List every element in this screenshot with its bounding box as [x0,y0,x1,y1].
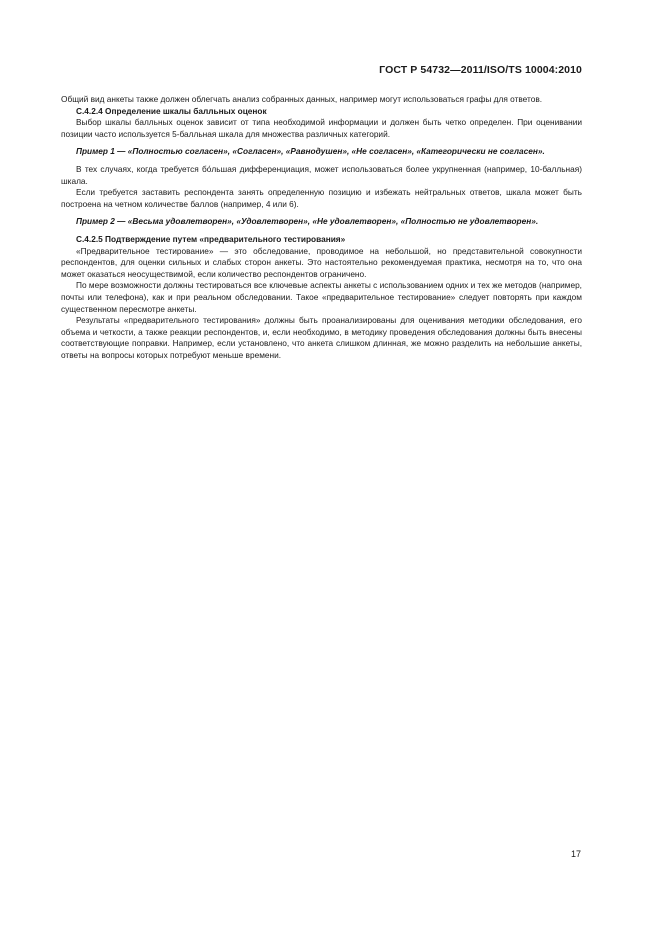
example-2: Пример 2 — «Весьма удовлетворен», «Удовлетворен», «Не удовлетворен», «Полностью не удовлетворен». [76,216,539,227]
section-heading-c425: С.4.2.5 Подтверждение путем «предварительного тестирования» [76,233,346,244]
paragraph-scale-differentiation: В тех случаях, когда требуется бо́льшая дифференциация, может использоваться более укрупненная (например, 10-балльная) шкала. [61,163,582,186]
intro-paragraph: Общий вид анкеты также должен облегчать анализ собранных данных, например могут использоваться графы для ответов. [61,94,543,104]
paragraph-scale-choice: Выбор шкалы балльных оценок зависит от типа необходимой информации и должен быть четко определен. При оценивании позиции часто используется 5-балльная шкала для множества различных категорий. [61,117,582,139]
document-body [61,94,582,361]
paragraph-pretest-results: Результаты «предварительного тестирования» должны быть проанализированы для оценивания методики обследования, его объема и четкости, а также реакции респондентов, и, если необходимо, в методику проведения обследования должны быть внесены соответствующие поправки. Например, если установлено, что анкета слишком длинная, же можно разделить на небольшие анкеты, ответы на вопросы которых потребуют меньше времени. [61,315,582,360]
page-number: 17 [570,849,581,859]
example-1: Пример 1 — «Полностью согласен», «Согласен», «Равнодушен», «Не согласен», «Категорически не согласен». [76,146,545,157]
paragraph-pretest-aspects: По мере возможности должны тестироваться все ключевые аспекты анкеты с использованием одних и тех же методов (например, почты или телефона), как и при реальном обследовании. Такое «предварительное тестирование» следует повторять при каждом существенном пересмотре анкеты. [61,280,582,314]
section-heading-c424: С.4.2.4 Определение шкалы балльных оценок [76,105,267,116]
document-header-id: ГОСТ Р 54732—2011/ISO/TS 10004:2010 [379,64,582,76]
paragraph-scale-even: Если требуется заставить респондента занять определенную позицию и избежать нейтральных ответов, шкала может быть построена на четном количестве баллов (например, 4 или 6). [61,187,582,209]
paragraph-pretest-definition: «Предварительное тестирование» — это обследование, проводимое на небольшой, но представительной совокупности респондентов, для оценки сильных и слабых сторон анкеты. Это настоятельно рекомендуемая практика, несмотря на то, что она может оказаться неосуществимой, если количество респондентов ограничено. [61,245,582,279]
